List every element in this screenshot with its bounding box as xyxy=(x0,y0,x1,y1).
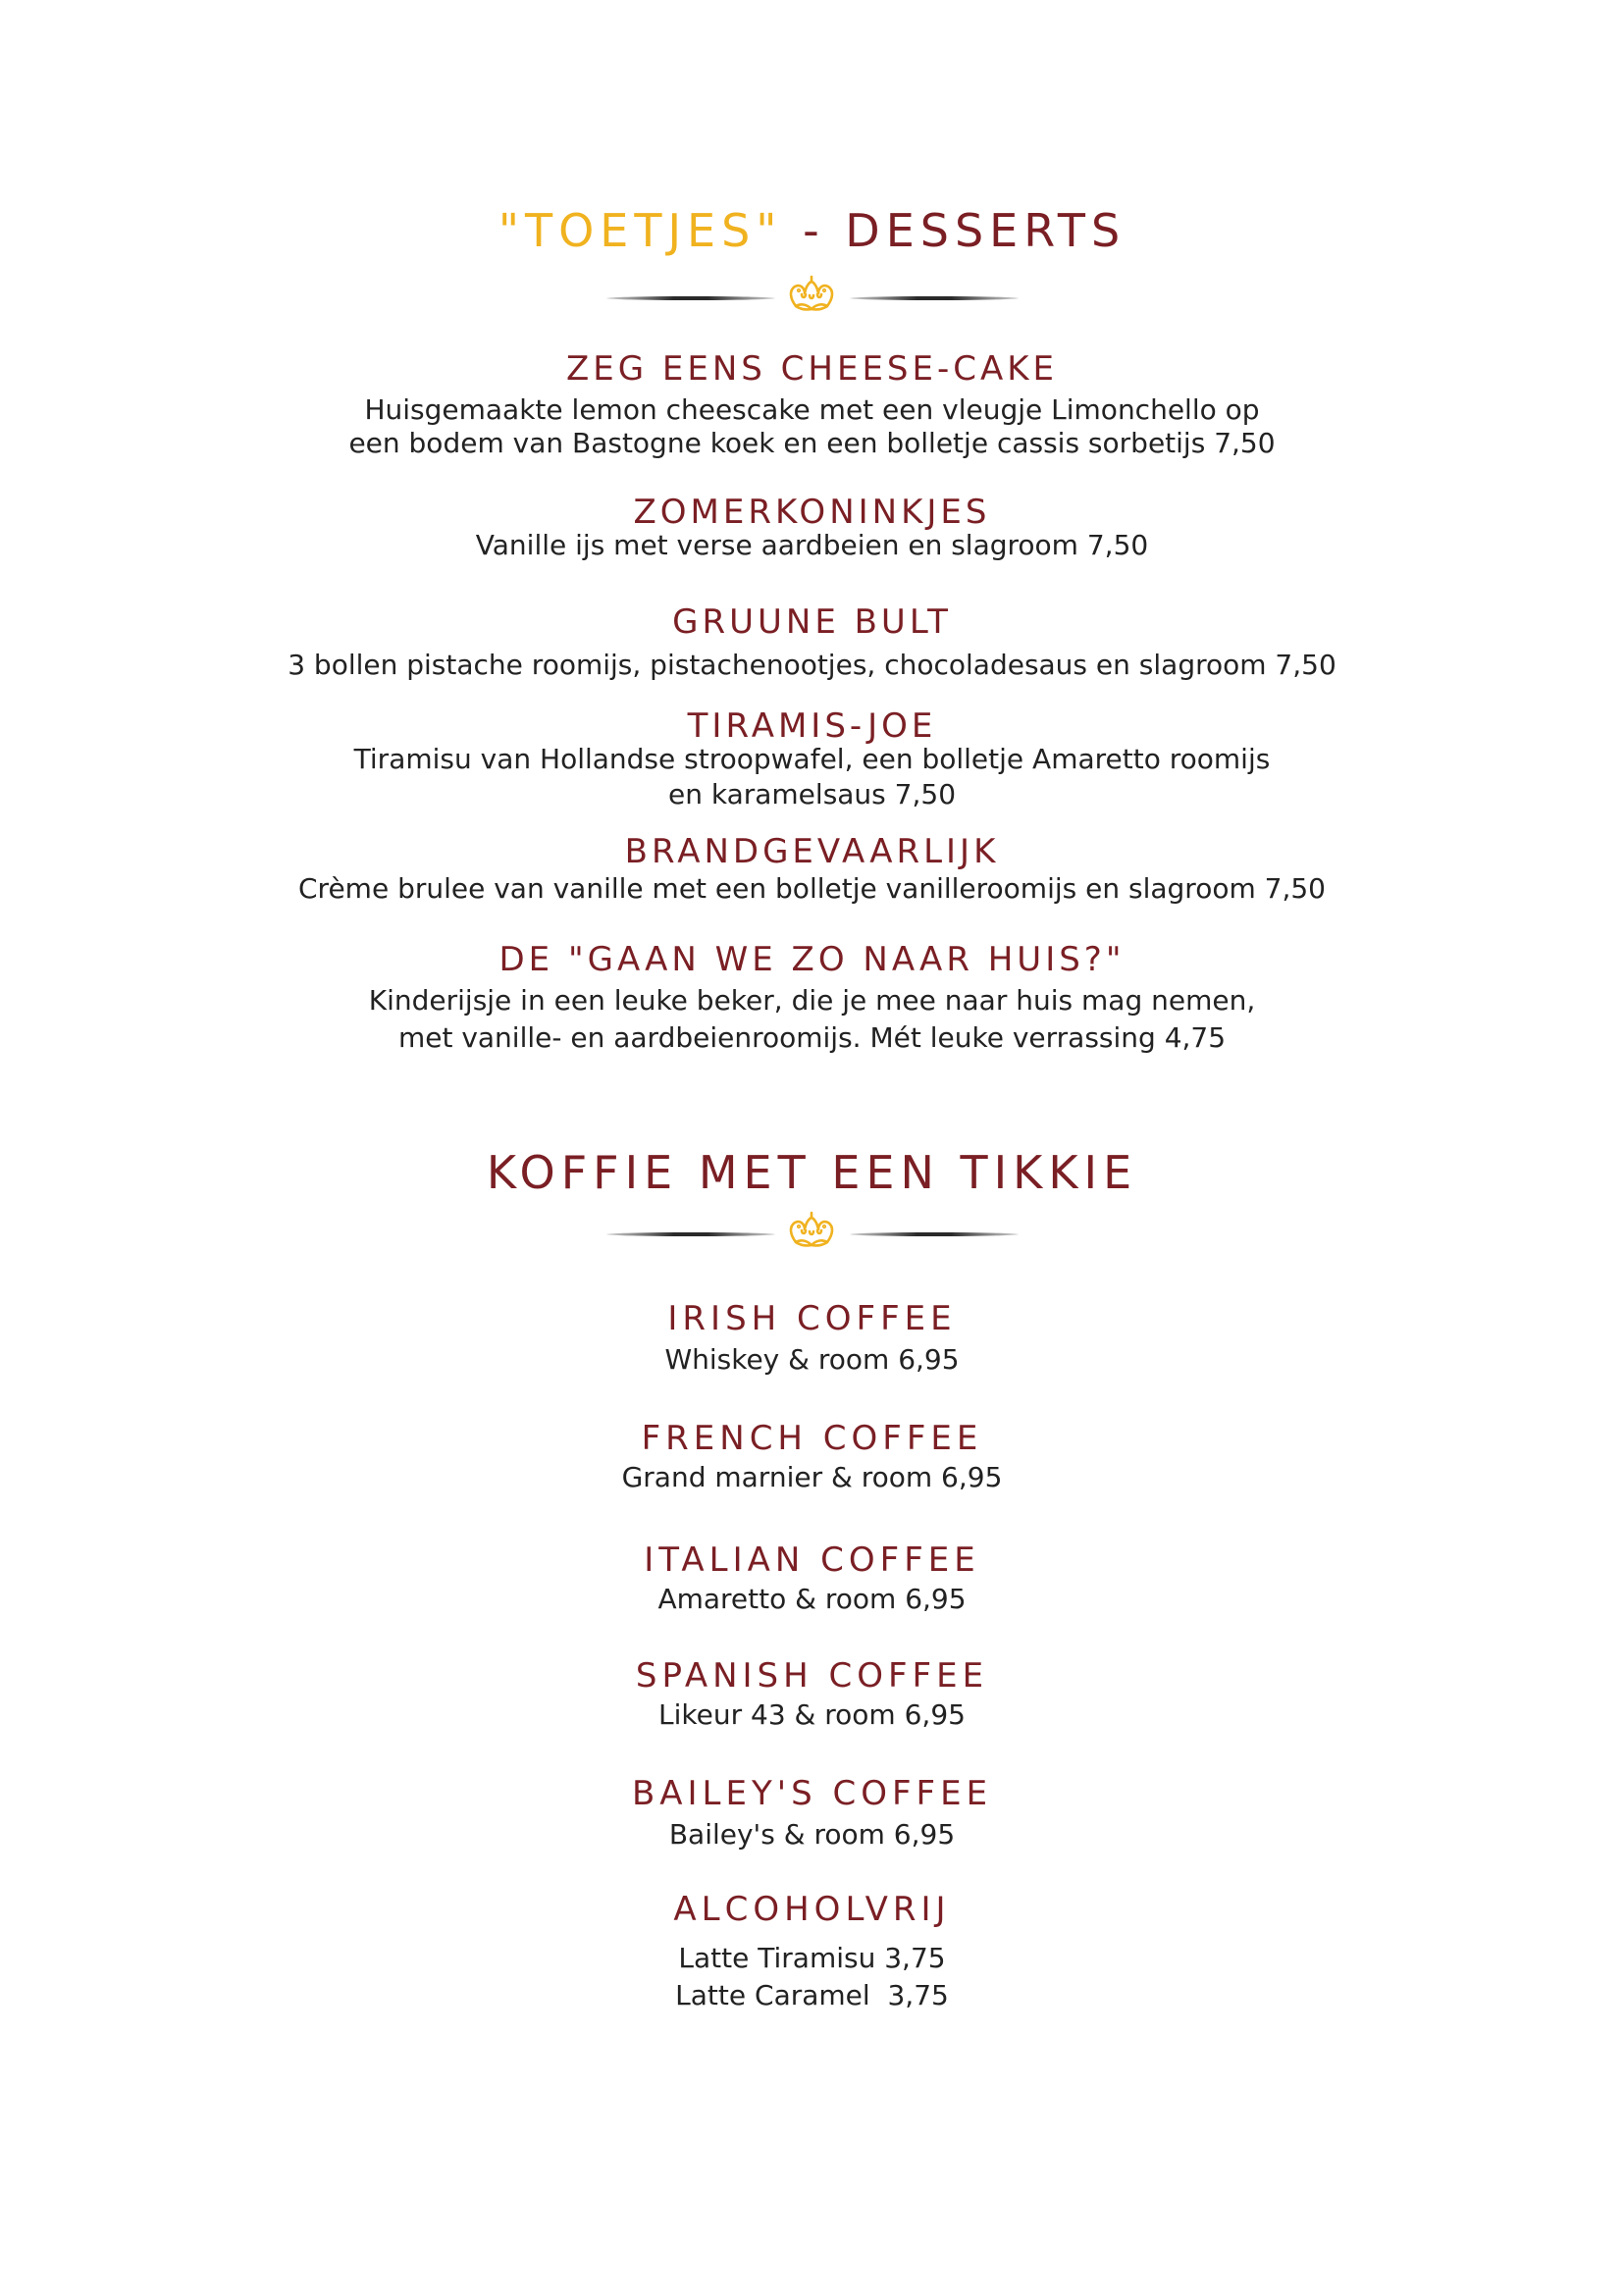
divider-line-left xyxy=(606,1232,775,1236)
coffee-name: ALCOHOLVRIJ xyxy=(673,1890,951,1929)
coffee-description: Bailey's & room 6,95 xyxy=(668,1818,956,1851)
dessert-name: GRUUNE BULT xyxy=(672,602,952,642)
dessert-description: een bodem van Bastogne koek en een bolletje cassis sorbetijs 7,50 xyxy=(348,427,1276,459)
dessert-description: met vanille- en aardbeienroomijs. Mét leuke verrassing 4,75 xyxy=(397,1021,1227,1054)
coffee-name: ITALIAN COFFEE xyxy=(644,1540,980,1580)
coffee-name: FRENCH COFFEE xyxy=(641,1419,983,1458)
dessert-name: ZEG EENS CHEESE-CAKE xyxy=(565,349,1059,389)
desserts-title xyxy=(0,204,1624,257)
coffee-name: SPANISH COFFEE xyxy=(635,1656,989,1696)
coffee-name: BAILEY'S COFFEE xyxy=(631,1774,993,1813)
desserts-title-part1: "TOETJES" xyxy=(498,204,783,257)
coffee-description: Grand marnier & room 6,95 xyxy=(621,1461,1003,1493)
crown-icon xyxy=(787,273,836,318)
dessert-name: BRANDGEVAARLIJK xyxy=(624,832,1000,871)
coffee-name: IRISH COFFEE xyxy=(667,1299,957,1338)
desserts-divider xyxy=(0,273,1624,322)
divider-line-right xyxy=(850,296,1019,300)
dessert-description: Vanille ijs met verse aardbeien en slagroom 7,50 xyxy=(475,529,1149,561)
dessert-name: TIRAMIS-JOE xyxy=(687,706,937,746)
dessert-description: Kinderijsje in een leuke beker, die je mee naar huis mag nemen, xyxy=(368,984,1256,1017)
coffee-description: Whiskey & room 6,95 xyxy=(664,1343,960,1376)
crown-icon xyxy=(787,1209,836,1254)
dessert-description: 3 bollen pistache roomijs, pistachenootjes, chocoladesaus en slagroom 7,50 xyxy=(288,649,1336,681)
coffee-description: Latte Caramel 3,75 xyxy=(675,1979,949,2011)
coffee-divider xyxy=(0,1209,1624,1258)
desserts-title-part2: - DESSERTS xyxy=(782,204,1126,257)
dessert-description: Tiramisu van Hollandse stroopwafel, een bolletje Amaretto roomijs xyxy=(353,743,1271,775)
dessert-name: DE "GAAN WE ZO NAAR HUIS?" xyxy=(498,940,1126,979)
coffee-description: Amaretto & room 6,95 xyxy=(657,1583,967,1615)
dessert-name: ZOMERKONINKJES xyxy=(633,493,991,532)
coffee-description: Latte Tiramisu 3,75 xyxy=(678,1942,946,1974)
coffee-title: KOFFIE MET EEN TIKKIE xyxy=(486,1146,1138,1199)
dessert-description: Crème brulee van vanille met een bolletje vanilleroomijs en slagroom 7,50 xyxy=(298,872,1326,905)
coffee-description: Likeur 43 & room 6,95 xyxy=(658,1698,966,1731)
divider-line-left xyxy=(606,296,775,300)
dessert-description: Huisgemaakte lemon cheescake met een vleugje Limonchello op xyxy=(364,393,1260,426)
dessert-description: en karamelsaus 7,50 xyxy=(667,778,957,810)
divider-line-right xyxy=(850,1232,1019,1236)
